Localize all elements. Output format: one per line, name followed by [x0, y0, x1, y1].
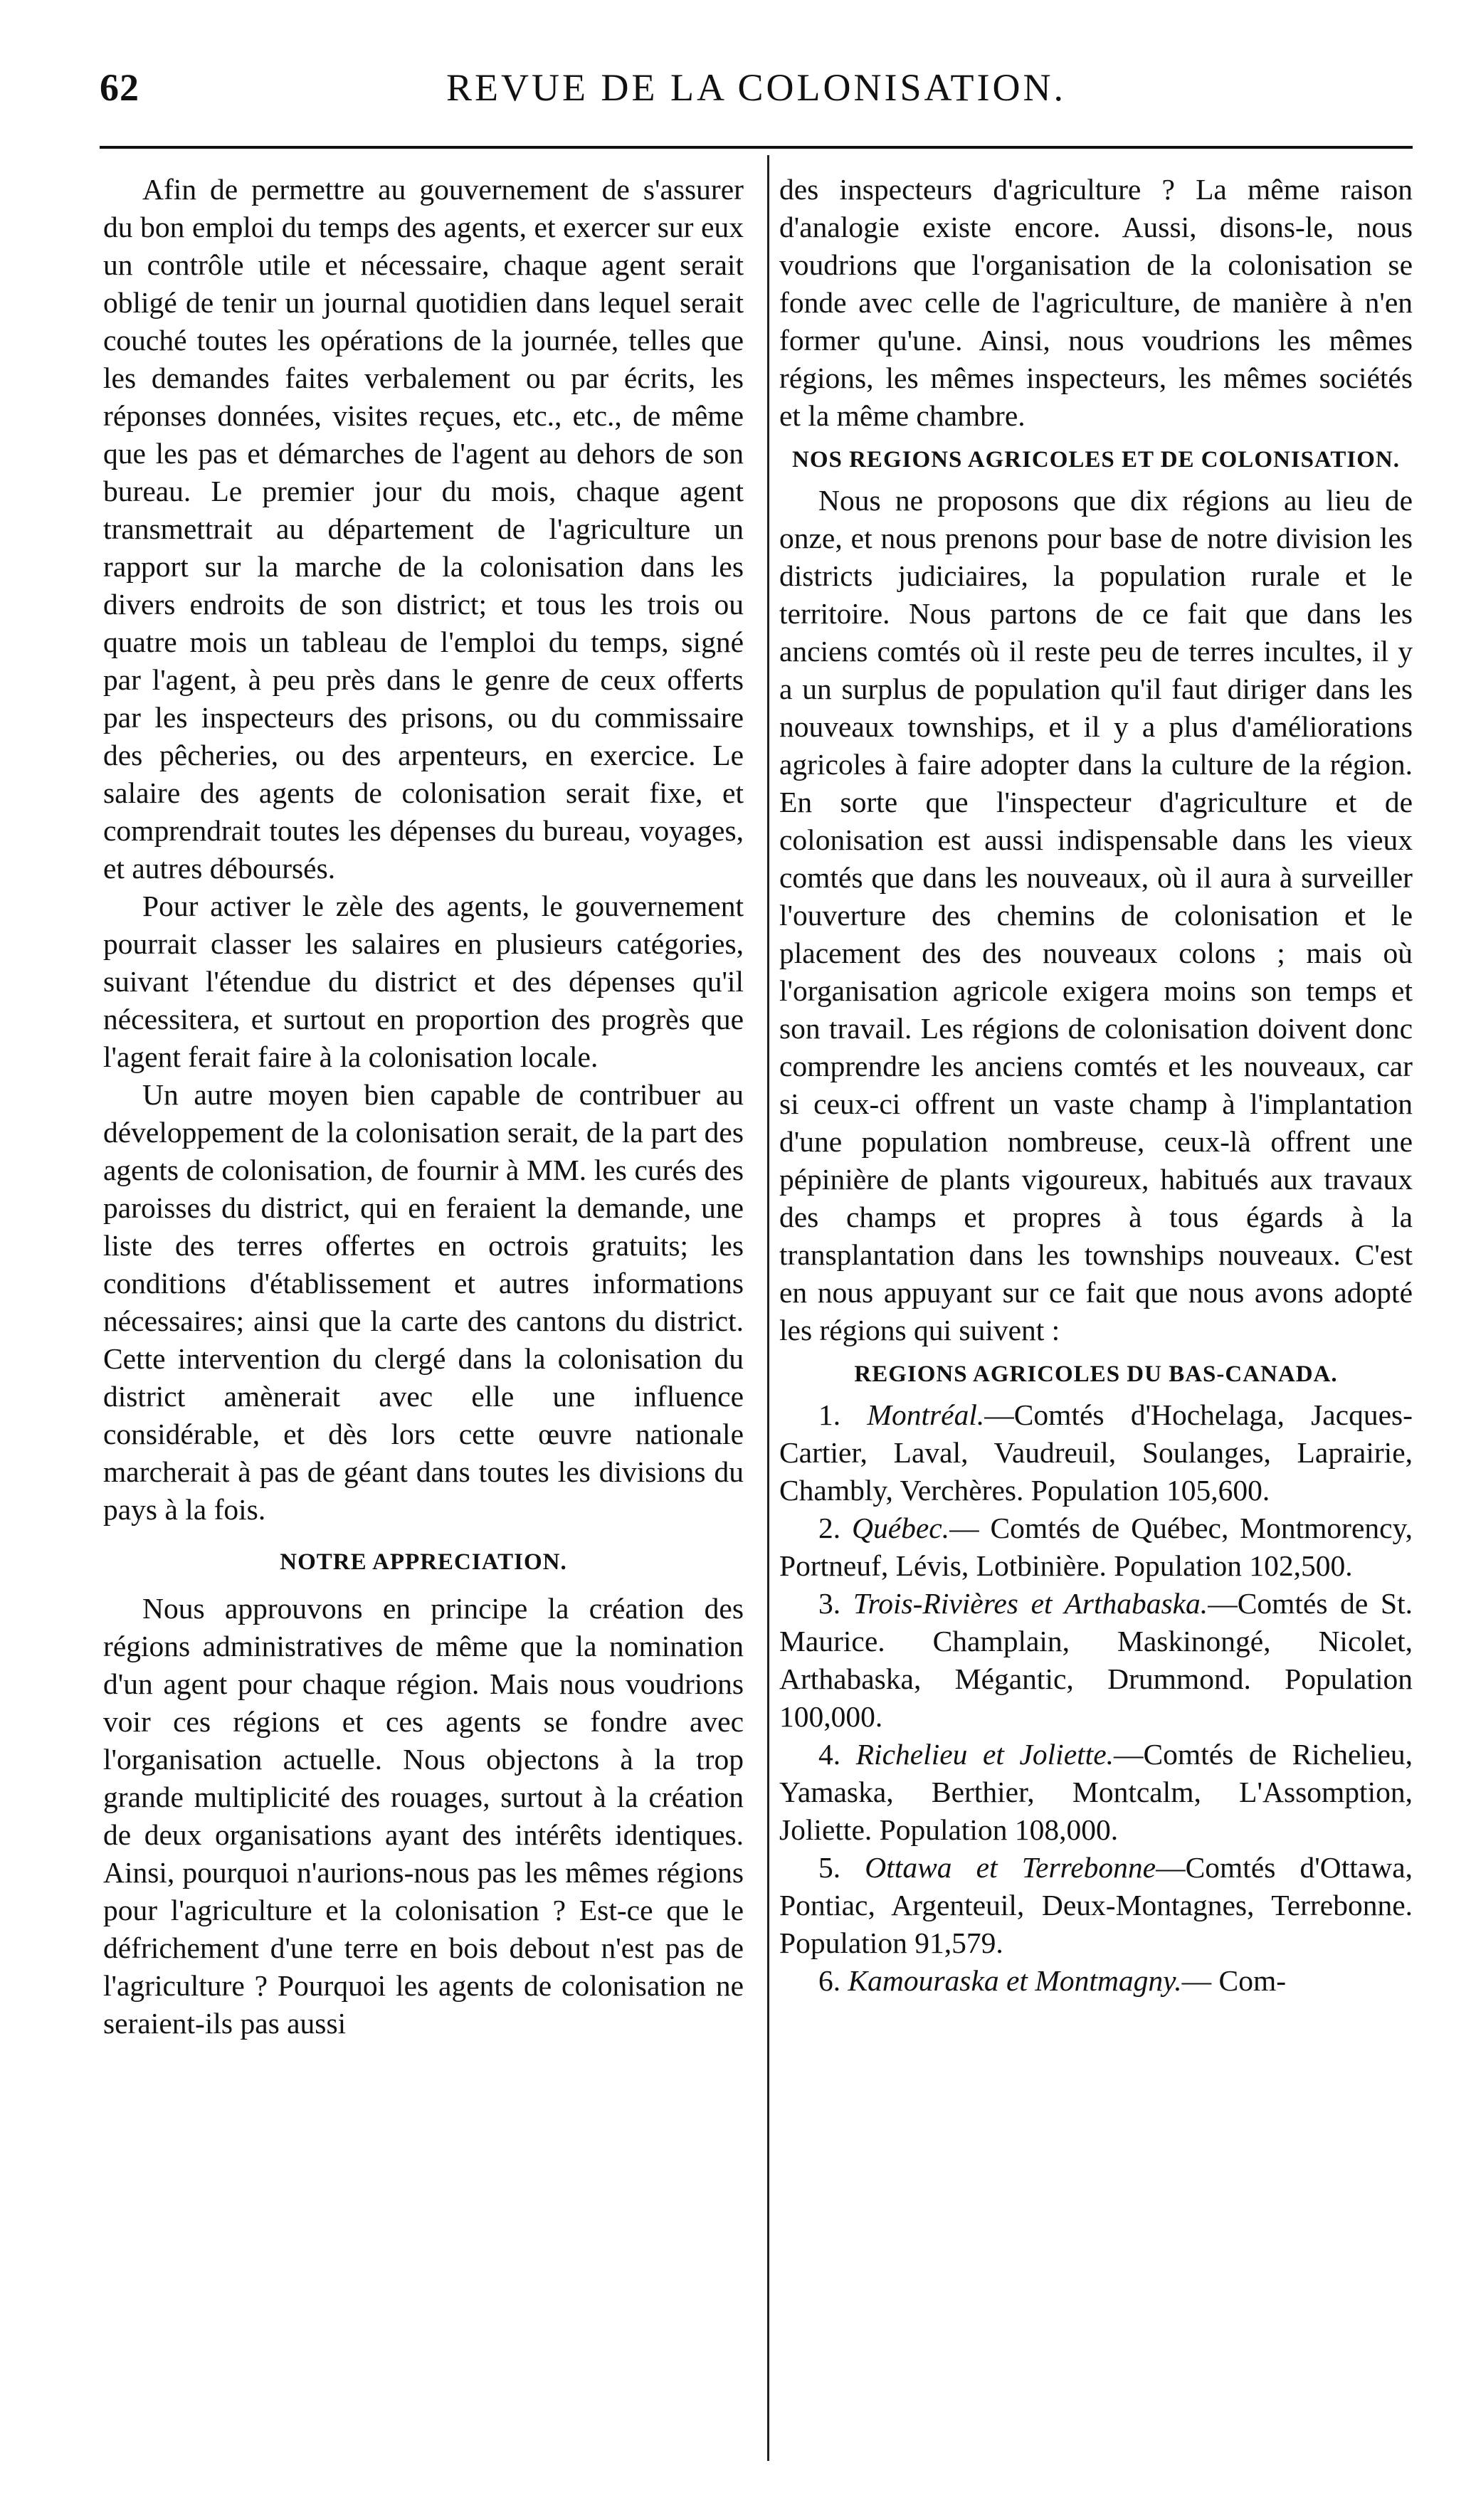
region-item-trois-rivieres	[779, 1585, 1413, 1736]
region-name: Kamouraska et Montmagny.	[848, 1964, 1182, 1997]
paragraph: Nous approuvons en principe la création des régions administratives de même que la nomination d'un agent pour chaque région. Mais nous voudrions voir ces régions et ces agents se fondre avec l'organisation actuelle. Nous objectons à la trop grande multiplicité des rouages, surtout à la création de deux organisations ayant des intérêts identiques. Ainsi, pourquoi n'aurions-nous pas les mêmes régions pour l'agriculture et la colonisation ? Est-ce que le défrichement d'une terre en bois debout n'est pas de l'agriculture ? Pourquoi les agents de colonisation ne seraient-ils pas aussi	[103, 1592, 744, 2040]
region-number: 5.	[818, 1851, 841, 1884]
paragraph: Nous ne proposons que dix régions au lieu de onze, et nous prenons pour base de notre division les districts judiciaires, la population rurale et le territoire. Nous partons de ce fait que dans les anciens comtés où il reste peu de terres incultes, il y a un surplus de population qu'il faut diriger dans les nouveaux townships, et il y a plus d'améliorations agricoles à faire adopter dans la culture de la région. En sorte que l'inspecteur d'agriculture et de colonisation est aussi indispensable dans les vieux comtés que dans les nouveaux, où il aura à surveiller l'ouverture des chemins de colonisation et le placement des des nouveaux colons ; mais où l'organisation agricole exigera moins son temps et son travail. Les régions de colonisation doivent donc comprendre les anciens comtés et les nouveaux, car si ceux-ci offrent un vaste champ à l'implantation d'une population nombreuse, ceux-là offrent une pépinière de plants vigoureux, habitués aux travaux des champs et propres à tous égards à la transplantation dans les townships nouveaux. C'est en nous appuyant sur ce fait que nous avons adopté les régions qui suivent :	[779, 484, 1413, 1346]
region-name: Ottawa et Terrebonne	[865, 1851, 1156, 1884]
region-number: 3.	[818, 1587, 841, 1620]
region-number: 6.	[818, 1964, 841, 1997]
region-item-richelieu	[779, 1736, 1413, 1849]
paragraph: Un autre moyen bien capable de contribuer au développement de la colonisation serait, de la part des agents de colonisation, de fournir à MM. les curés des paroisses du district, qui en feraient la demande, une liste des terres offertes en octrois gratuits; les conditions d'établissement et autres informations nécessaires; ainsi que la carte des cantons du district. Cette intervention du clergé dans la colonisation du district amènerait avec elle une influence considérable, et dès lors cette œuvre nationale marcherait à pas de géant dans toutes les divisions du pays à la fois.	[103, 1078, 744, 1526]
region-text: — Comtés de Québec, Montmorency, Portneuf, Lévis, Lotbinière. Population 102,500.	[779, 1512, 1413, 1582]
region-text: —Comtés d'Ottawa, Pontiac, Argenteuil, Deux-Montagnes, Terrebonne. Population 91,579.	[779, 1851, 1413, 1959]
region-text: —Comtés d'Hochelaga, Jacques-Cartier, Laval, Vaudreuil, Soulanges, Laprairie, Chambly, Verchères. Population 105,600.	[779, 1398, 1413, 1507]
left-column	[103, 171, 744, 2042]
running-title: REVUE DE LA COLONISATION.	[446, 66, 1066, 109]
region-text: —Comtés de Richelieu, Yamaska, Berthier, Montcalm, L'Assomption, Joliette. Population 108,000.	[779, 1738, 1413, 1846]
region-name: Québec.	[852, 1512, 950, 1544]
region-number: 4.	[818, 1738, 841, 1771]
region-name: Richelieu et Joliette.	[855, 1738, 1114, 1771]
paragraph-continuation: des inspecteurs d'agriculture ? La même raison d'analogie existe encore. Aussi, disons-le, nous voudrions que l'organisation de la colonisation se fonde avec celle de l'agriculture, de manière à n'en former qu'une. Ainsi, nous voudrions les mêmes régions, les mêmes inspecteurs, les mêmes sociétés et la même chambre.	[779, 173, 1413, 432]
region-name: Trois-Rivières et Arthabaska.	[853, 1587, 1208, 1620]
section-heading-appreciation: NOTRE APPRECIATION.	[280, 1549, 567, 1575]
region-number: 1.	[818, 1398, 841, 1431]
region-name: Montréal.	[867, 1398, 985, 1431]
page-header	[100, 65, 1413, 122]
page-number: 62	[100, 66, 139, 109]
region-item-kamouraska	[779, 1962, 1413, 2000]
paragraph: Pour activer le zèle des agents, le gouvernement pourrait classer les salaires en plusieurs catégories, suivant l'étendue du district et des dépenses qu'il nécessitera, et surtout en proportion des progrès que l'agent ferait faire à la colonisation locale.	[103, 890, 744, 1073]
region-item-ottawa	[779, 1849, 1413, 1962]
column-divider	[767, 155, 769, 2461]
region-item-montreal	[779, 1396, 1413, 1509]
section-heading-bas-canada: REGIONS AGRICOLES DU BAS-CANADA.	[854, 1361, 1338, 1387]
section-heading-regions: NOS REGIONS AGRICOLES ET DE COLONISATION.	[792, 447, 1400, 473]
region-text: — Com-	[1181, 1964, 1287, 1997]
header-rule	[100, 146, 1413, 149]
region-item-quebec	[779, 1509, 1413, 1585]
region-number: 2.	[818, 1512, 841, 1544]
right-column	[779, 171, 1413, 2000]
region-text: —Comtés de St. Maurice. Champlain, Maskinongé, Nicolet, Arthabaska, Mégantic, Drummond. Population 100,000.	[779, 1587, 1413, 1733]
paragraph: Afin de permettre au gouvernement de s'assurer du bon emploi du temps des agents, et exercer sur eux un contrôle utile et nécessaire, chaque agent serait obligé de tenir un journal quotidien dans lequel serait couché toutes les opérations de la journée, telles que les demandes faites verbalement ou par écrits, les réponses données, visites reçues, etc., etc., de même que les pas et démarches de l'agent au dehors de son bureau. Le premier jour du mois, chaque agent transmettrait au département de l'agriculture un rapport sur la marche de la colonisation dans les divers endroits de son district; et tous les trois ou quatre mois un tableau de l'emploi du temps, signé par l'agent, à peu près dans le genre de ceux offerts par les inspecteurs des prisons, ou du commissaire des pêcheries, ou des arpenteurs, en exercice. Le salaire des agents de colonisation serait fixe, et comprendrait toutes les dépenses du bureau, voyages, et autres déboursés.	[103, 173, 744, 885]
